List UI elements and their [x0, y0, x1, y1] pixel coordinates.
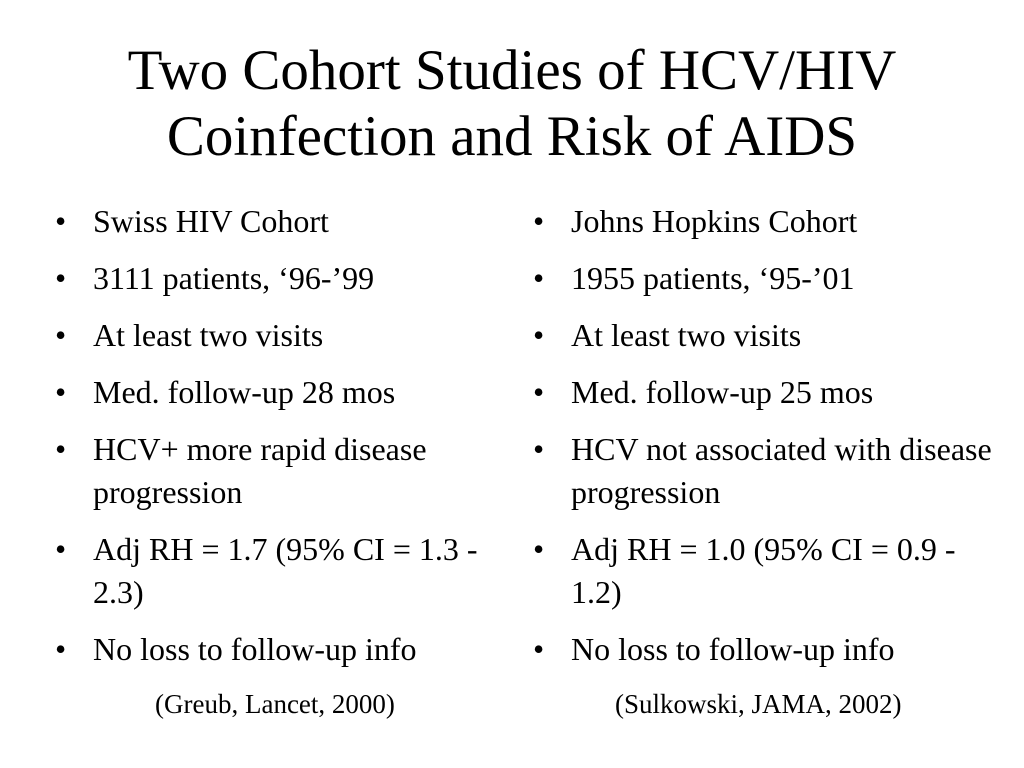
bullet-icon: • [55, 317, 67, 353]
bullet-icon: • [55, 531, 67, 567]
left-citation: (Greub, Lancet, 2000) [155, 689, 395, 719]
list-item-text: Swiss HIV Cohort [93, 203, 329, 239]
list-item-text: HCV+ more rapid disease progression [93, 431, 427, 510]
list-item [533, 257, 1003, 300]
list-item [55, 628, 525, 671]
list-item [533, 371, 1003, 414]
bullet-icon: • [533, 317, 545, 353]
left-column-list [55, 200, 525, 685]
list-item-text: Adj RH = 1.0 (95% CI = 0.9 - 1.2) [571, 531, 956, 610]
title-line-1: Two Cohort Studies of HCV/HIV [127, 39, 897, 102]
list-item-text: At least two visits [571, 317, 802, 353]
list-item-text: No loss to follow-up info [93, 631, 417, 667]
title-line-2: Coinfection and Risk of AIDS [166, 105, 858, 168]
bullet-icon: • [533, 260, 545, 296]
right-citation: (Sulkowski, JAMA, 2002) [615, 689, 902, 719]
list-item [55, 314, 525, 357]
list-item-text: Adj RH = 1.7 (95% CI = 1.3 - 2.3) [93, 531, 478, 610]
list-item [533, 200, 1003, 243]
list-item-text: Med. follow-up 28 mos [93, 374, 396, 410]
list-item [55, 257, 525, 300]
list-item [533, 428, 1003, 514]
bullet-icon: • [55, 431, 67, 467]
bullet-icon: • [533, 531, 545, 567]
right-column-list [533, 200, 1003, 685]
list-item [533, 314, 1003, 357]
list-item [55, 200, 525, 243]
list-item [55, 371, 525, 414]
list-item-text: Med. follow-up 25 mos [571, 374, 874, 410]
bullet-icon: • [55, 374, 67, 410]
bullet-icon: • [533, 374, 545, 410]
list-item-text: HCV not associated with disease progression [571, 431, 992, 510]
bullet-icon: • [533, 203, 545, 239]
bullet-icon: • [533, 431, 545, 467]
list-item [55, 528, 525, 614]
list-item-text: No loss to follow-up info [571, 631, 895, 667]
list-item [533, 528, 1003, 614]
bullet-icon: • [55, 631, 67, 667]
list-item [533, 628, 1003, 671]
list-item [55, 428, 525, 514]
bullet-icon: • [533, 631, 545, 667]
list-item-text: 3111 patients, ‘96-’99 [93, 260, 375, 296]
slide-title [0, 38, 1024, 170]
list-item-text: 1955 patients, ‘95-’01 [571, 260, 855, 296]
bullet-icon: • [55, 260, 67, 296]
list-item-text: At least two visits [93, 317, 324, 353]
list-item-text: Johns Hopkins Cohort [571, 203, 858, 239]
bullet-icon: • [55, 203, 67, 239]
